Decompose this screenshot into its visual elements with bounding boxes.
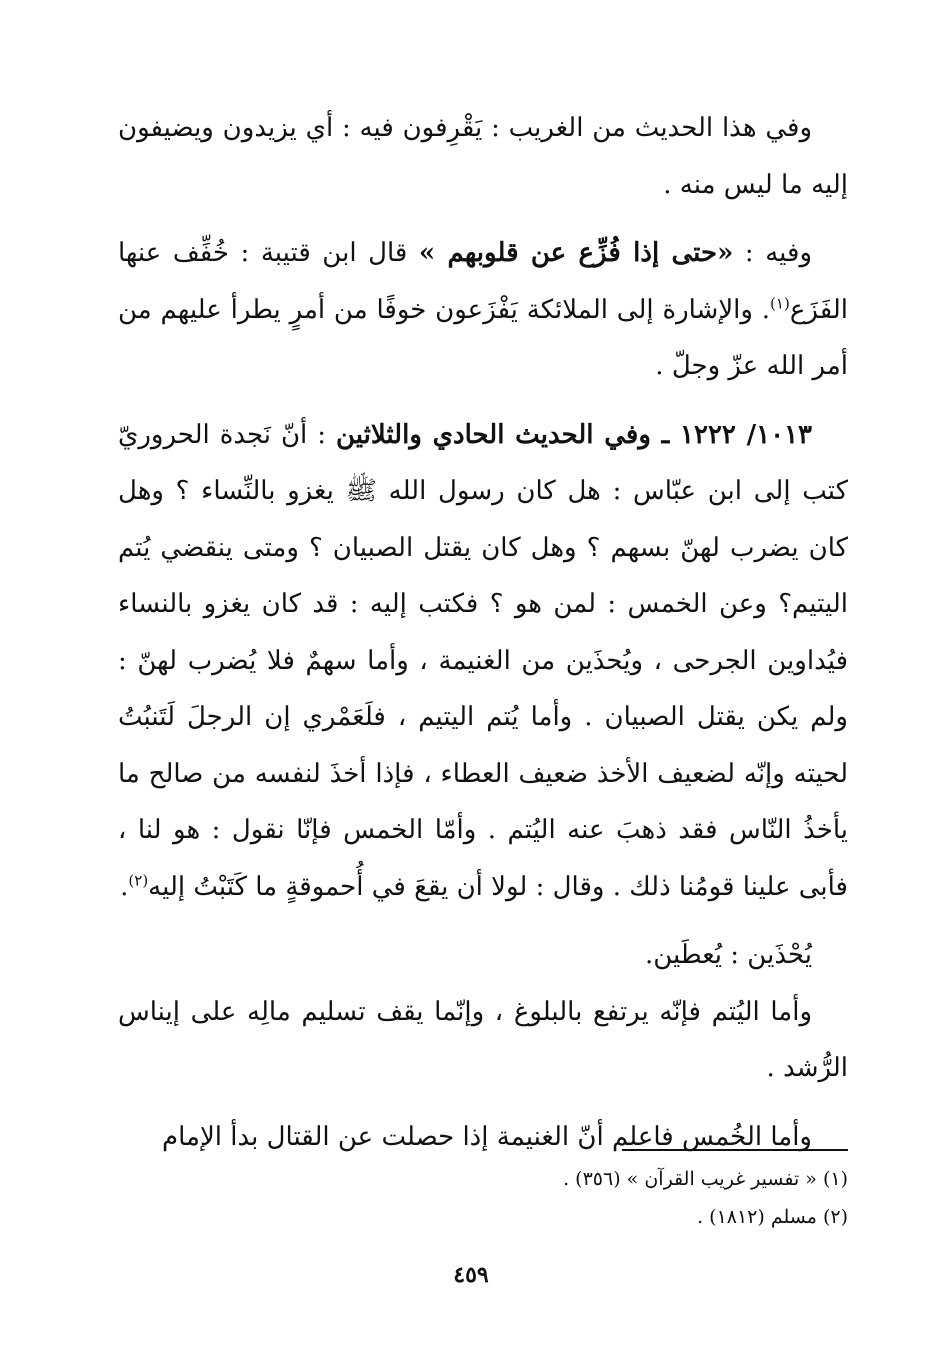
- footnotes: [118, 1160, 848, 1236]
- paragraph-yutm: [118, 984, 848, 1097]
- footnote-1: (١) « تفسير غريب القرآن » (٣٥٦) .: [563, 1168, 848, 1190]
- paragraph-gharib-yaqrifun: [118, 100, 848, 213]
- main-text: [118, 100, 848, 1177]
- paragraph-text-lead: وفيه :: [733, 238, 813, 268]
- paragraph-khums: [118, 1109, 848, 1166]
- page-number: ٤٥٩: [453, 1262, 489, 1288]
- hadith-text-end: .: [120, 871, 129, 902]
- paragraph-text-middle: قال ابن قتيبة : خُفِّف عنها الفَزَع: [118, 238, 848, 325]
- paragraph-text: يُحْذَين : يُعطَين.: [645, 940, 812, 970]
- paragraph-yuhdhayna: [118, 927, 848, 984]
- quranic-quote: «حتى إذا فُزِّع عن قلوبهم »: [418, 238, 734, 268]
- paragraph-fuzzia: [118, 225, 848, 395]
- footnote-2: (٢) مسلم (١٨١٢) .: [697, 1206, 848, 1228]
- footnote-ref-1: (١): [770, 293, 790, 312]
- footnote-separator: [622, 1149, 848, 1151]
- paragraph-text: وأما اليُتم فإنّه يرتفع بالبلوغ ، وإنّما يقف تسليم مالِه على إيناس الرُّشد .: [118, 996, 848, 1083]
- hadith-text: : أنّ نَجدة الحروريّ كتب إلى ابن عبّاس : هل كان رسول الله ﷺ يغزو بالنِّساء ؟ وهل كان يضرب لهنّ بسهم ؟ وهل كان يقتل الصبيان ؟ ومتى ينقضي يُتم اليتيم؟ وعن الخمس : لمن هو ؟ فكتب إليه : قد كان يغزو بالنساء فيُداوين الجرحى ، ويُحذَين من الغنيمة ، وأما سهمٌ فلا يُضرب لهنّ : ولم يكن يقتل الصبيان . وأما يُتم اليتيم ، فلَعَمْري إن الرجلَ لَتَنبُتُ لحيته وإنّه لضعيف الأخذ ضعيف العطاء ، فإذا أخذَ لنفسه من صالح ما يأخذُ النّاس فقد ذهبَ عنه اليُتم . وأمّا الخمس فإنّا نقول : هو لنا ، فأبى علينا قومُنا ذلك . وقال : لولا أن يقعَ في أُحموقةٍ ما كَتَبْتُ إليه: [118, 419, 848, 902]
- paragraph-hadith-31: [118, 407, 848, 916]
- paragraph-text: وأما الخُمس فاعلم أنّ الغنيمة إذا حصلت عن القتال بدأ الإمام: [162, 1121, 812, 1152]
- footnote-ref-2: (٢): [128, 870, 149, 889]
- hadith-heading: ١٠١٣/ ١٢٢٢ ـ وفي الحديث الحادي والثلاثين: [335, 419, 812, 450]
- paragraph-text: وفي هذا الحديث من الغريب : يَقْرِفون فيه : أي يزيدون ويضيفون إليه ما ليس منه .: [118, 113, 848, 200]
- paragraph-text-tail: . والإشارة إلى الملائكة يَفْزَعون خوفًا من أمرٍ يطرأ عليهم من أمر الله عزّ وجلّ .: [118, 294, 848, 381]
